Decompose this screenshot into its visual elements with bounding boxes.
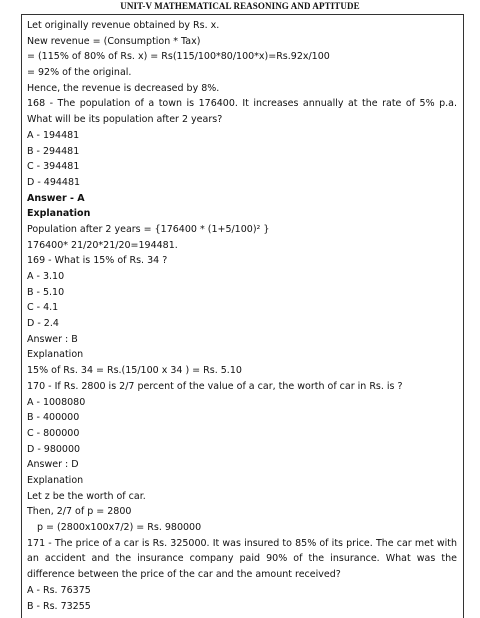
text-line: Let z be the worth of car. [27, 490, 146, 502]
answer-line: Answer : B [27, 333, 78, 345]
answer-line: Answer - A [27, 192, 85, 204]
option-d: D - 494481 [27, 176, 81, 188]
option-c: C - 800000 [27, 427, 80, 439]
option-a: A - 1008080 [27, 396, 86, 408]
text-line: New revenue = (Consumption * Tax) [27, 35, 201, 47]
answer-line: Answer : D [27, 459, 79, 471]
page-header: UNIT-V MATHEMATICAL REASONING AND APTITUDE [120, 1, 360, 11]
text-line: = (115% of 80% of Rs. x) = Rs(115/100*80/100*x)=Rs.92x/100 [27, 51, 330, 63]
question-169: 169 - What is 15% of Rs. 34 ? [27, 255, 168, 267]
question-170: 170 - If Rs. 2800 is 2/7 percent of the value of a car, the worth of car in Rs. is ? [27, 380, 403, 392]
text-line: 176400* 21/20*21/20=194481. [27, 239, 178, 251]
page-content [27, 18, 457, 614]
explanation-heading: Explanation [27, 208, 91, 220]
question-171: 171 - The price of a car is Rs. 325000. It was insured to 85% of its price. The car met with an accident and the insurance company paid 90% of the insurance. What was the difference between the price of the car and the amount received? [27, 537, 457, 581]
option-b: B - 400000 [27, 412, 80, 424]
text-line: p = (2800x100x7/2) = Rs. 980000 [37, 522, 202, 534]
text-line: = 92% of the original. [27, 67, 132, 79]
option-d: D - 980000 [27, 443, 81, 455]
option-a: A - Rs. 76375 [27, 584, 91, 596]
option-c: C - 394481 [27, 161, 80, 173]
explanation-heading: Explanation [27, 474, 84, 486]
option-d: D - 2.4 [27, 318, 59, 330]
option-a: A - 194481 [27, 129, 80, 141]
option-b: B - Rs. 73255 [27, 600, 91, 612]
text-line: Let originally revenue obtained by Rs. x. [27, 20, 220, 31]
question-168: 168 - The population of a town is 176400. It increases annually at the rate of 5% p.a. What will be its population after 2 years? [27, 98, 457, 126]
text-line: Hence, the revenue is decreased by 8%. [27, 82, 220, 94]
text-line: 15% of Rs. 34 = Rs.(15/100 x 34 ) = Rs. 5.10 [27, 365, 242, 377]
option-b: B - 5.10 [27, 286, 65, 298]
option-b: B - 294481 [27, 145, 80, 157]
text-line: Population after 2 years = {176400 * (1+5/100)² } [27, 223, 270, 235]
text-line: Then, 2/7 of p = 2800 [27, 506, 132, 518]
option-c: C - 4.1 [27, 302, 59, 314]
option-a: A - 3.10 [27, 271, 65, 283]
explanation-heading: Explanation [27, 349, 84, 361]
